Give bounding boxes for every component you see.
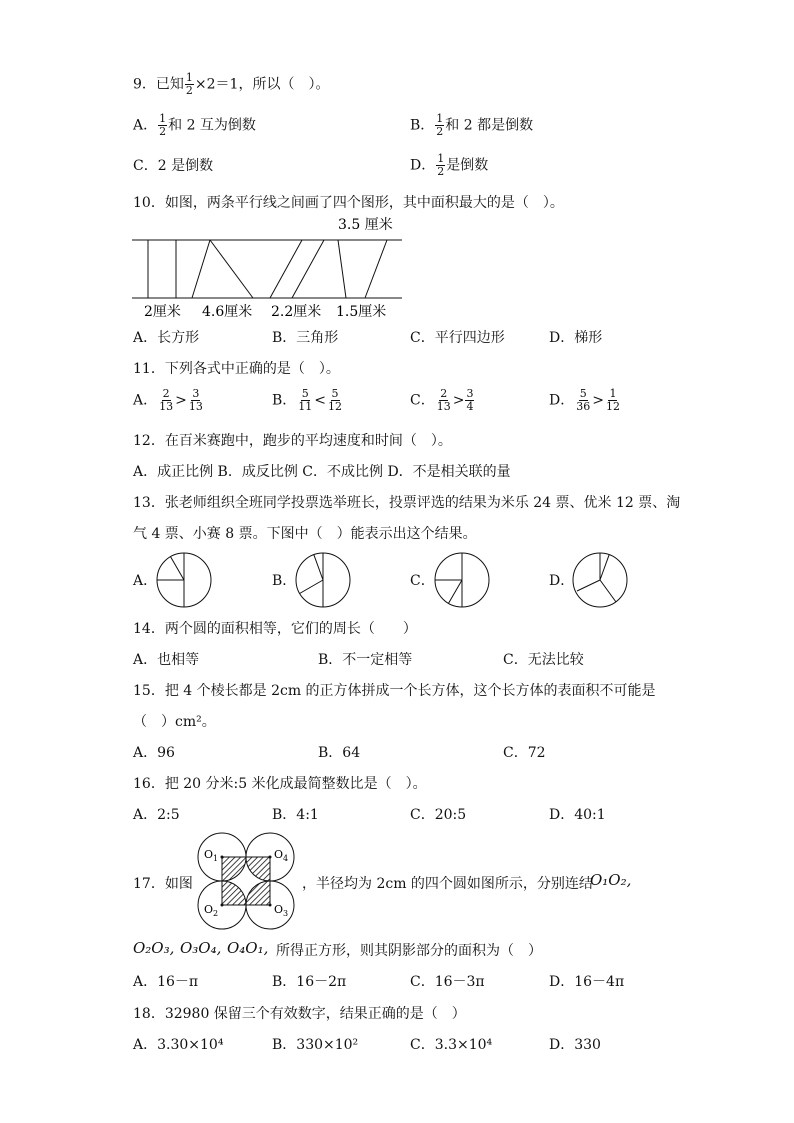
q17-seg-o4o1: O₄O₁, <box>227 939 269 957</box>
q17-label-o2: $O_2$ <box>204 903 219 918</box>
q9-option-c[interactable]: C．2 是倒数 <box>133 158 214 174</box>
q10-label-tri: 4.6厘米 <box>202 304 253 320</box>
q17-seg-o2o3: O₂O₃, <box>133 939 175 957</box>
q14-option-a[interactable]: A．也相等 <box>133 652 200 668</box>
q17-label-o4: $O_4$ <box>274 848 289 863</box>
q13-stem-line1: 13．张老师组织全班同学投票选举班长，投票评选的结果为米乐 24 票、优米 12 票、淘 <box>133 495 681 511</box>
q13-stem-line2: 气 4 票、小赛 8 票。下图中（ ）能表示出这个结果。 <box>133 526 477 542</box>
q13-option-b-label[interactable]: B． <box>272 573 297 589</box>
q16-stem: 16．把 20 分米:5 米化成最简整数比是（ ）。 <box>133 776 427 792</box>
q15-stem-line1: 15．把 4 个棱长都是 2cm 的正方体拼成一个长方体，这个长方体的表面积不可能是 <box>133 683 656 699</box>
q14-stem: 14．两个圆的面积相等，它们的周长（ ） <box>133 621 417 637</box>
q18-stem: 18．32980 保留三个有效数字，结果正确的是（ ） <box>133 1006 466 1022</box>
q18-option-b[interactable]: B．330×10² <box>272 1037 359 1053</box>
q10-trapezoid-left <box>338 240 346 298</box>
q15-option-b[interactable]: B．64 <box>318 745 361 761</box>
q10-label-rect: 2厘米 <box>144 304 181 320</box>
q13-pie-c[interactable] <box>433 551 493 611</box>
q17-stem-end: 所得正方形，则其阴影部分的面积为（ ） <box>276 943 542 959</box>
q13-pie-b[interactable] <box>294 551 354 611</box>
q13-pie-d[interactable] <box>571 551 631 611</box>
q10-triangle-left <box>192 240 210 298</box>
q16-option-b[interactable]: B．4:1 <box>272 807 319 823</box>
q17-option-d[interactable]: D．16－4π <box>549 974 625 990</box>
q12-options[interactable]: A．成正比例 B．成反比例 C．不成比例 D．不是相关联的量 <box>133 464 511 480</box>
q10-trapezoid-right <box>365 240 387 298</box>
q10-triangle-right <box>210 240 253 298</box>
q16-option-c[interactable]: C．20:5 <box>410 807 467 823</box>
q11-option-b[interactable]: B． $\frac{5}{11}$ < $\frac{5}{12}$ <box>272 387 343 413</box>
q17-label-o1: $O_1$ <box>204 848 219 863</box>
q18-option-c[interactable]: C．3.3×10⁴ <box>410 1037 493 1053</box>
q12-stem: 12．在百米赛跑中，跑步的平均速度和时间（ ）。 <box>133 433 452 449</box>
q17-seg-o1o2: O₁O₂, <box>590 871 632 889</box>
q16-option-a[interactable]: A．2:5 <box>133 807 180 823</box>
q16-option-d[interactable]: D．40:1 <box>549 807 606 823</box>
q18-option-a[interactable]: A．3.30×10⁴ <box>133 1037 224 1053</box>
q9-fraction: $\frac{1}{2}$ <box>185 71 193 97</box>
q17-seg-o3o4: O₃O₄, <box>180 939 222 957</box>
q17-option-c[interactable]: C．16－3π <box>410 974 485 990</box>
q10-label-para: 2.2厘米 <box>271 304 322 320</box>
q17-option-b[interactable]: B．16－2π <box>272 974 347 990</box>
q17-stem-lead: 17．如图 <box>133 876 193 892</box>
q10-option-c[interactable]: C．平行四边形 <box>410 330 505 346</box>
q17-four-circles-figure <box>188 830 302 936</box>
q9-option-a[interactable]: A． $\frac{1}{2}$ 和 2 互为倒数 <box>133 112 256 138</box>
q9-stem: 9．已知 $\frac{1}{2}$ ×2＝1，所以（ ）。 <box>133 71 330 97</box>
q13-option-d-label[interactable]: D． <box>549 573 575 589</box>
q15-option-a[interactable]: A．96 <box>133 745 175 761</box>
q14-option-c[interactable]: C．无法比较 <box>503 652 584 668</box>
q17-shaded-region <box>222 857 270 905</box>
q13-option-c-label[interactable]: C． <box>410 573 435 589</box>
q11-option-c[interactable]: C． $\frac{2}{13}$ > $\frac{3}{4}$ <box>410 387 474 413</box>
q10-figure <box>130 212 410 324</box>
q17-stem-mid: ，半径均为 2cm 的四个圆如图所示，分别连结 <box>302 876 593 892</box>
q13-option-a-label[interactable]: A． <box>133 573 158 589</box>
q10-top-label: 3.5 厘米 <box>338 217 393 233</box>
q10-option-a[interactable]: A．长方形 <box>133 330 200 346</box>
q15-option-c[interactable]: C．72 <box>503 745 546 761</box>
q18-option-d[interactable]: D．330 <box>549 1037 601 1053</box>
q11-option-d[interactable]: D． $\frac{5}{36}$ > $\frac{1}{12}$ <box>549 387 620 413</box>
q10-option-d[interactable]: D．梯形 <box>549 330 603 346</box>
q9-option-d[interactable]: D． $\frac{1}{2}$ 是倒数 <box>410 152 489 178</box>
q10-stem: 10．如图，两条平行线之间画了四个图形，其中面积最大的是（ ）。 <box>133 195 564 211</box>
q11-stem: 11．下列各式中正确的是（ ）。 <box>133 361 340 377</box>
q9-option-b[interactable]: B． $\frac{1}{2}$ 和 2 都是倒数 <box>410 112 534 138</box>
q11-option-a[interactable]: A． $\frac{2}{13}$ > $\frac{3}{13}$ <box>133 387 203 413</box>
q17-label-o3: $O_3$ <box>274 903 289 918</box>
q17-option-a[interactable]: A．16－π <box>133 974 199 990</box>
q13-pie-a[interactable] <box>155 551 215 611</box>
q14-option-b[interactable]: B．不一定相等 <box>318 652 413 668</box>
q15-stem-line2: （ ）cm²。 <box>133 714 216 730</box>
q10-option-b[interactable]: B．三角形 <box>272 330 339 346</box>
q10-label-trap: 1.5厘米 <box>336 304 387 320</box>
